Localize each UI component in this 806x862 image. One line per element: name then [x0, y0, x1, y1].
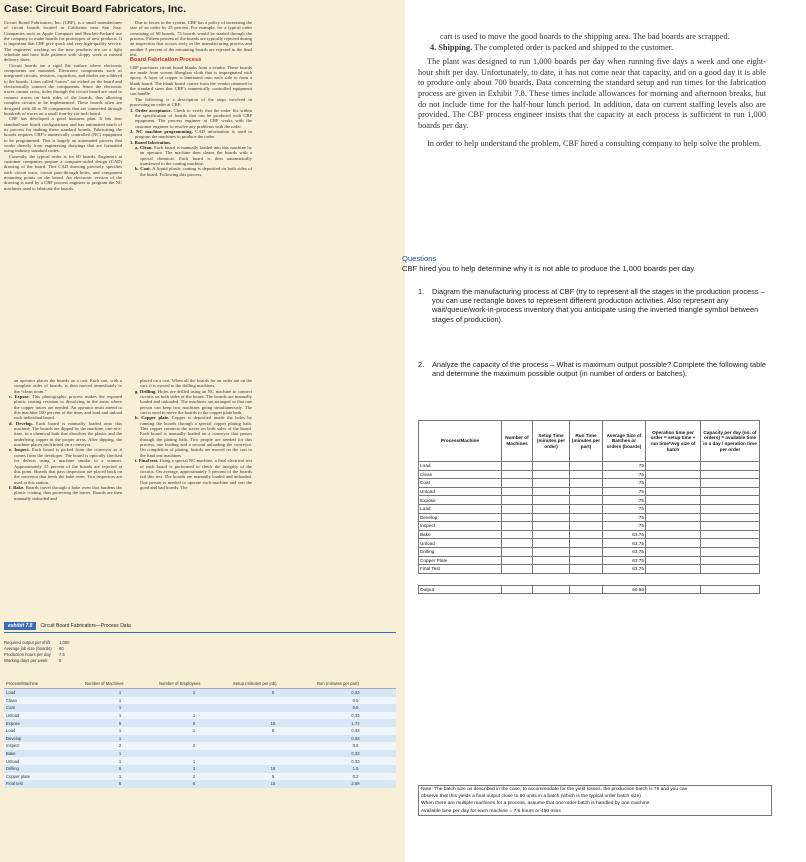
capacity-batch-size: 75	[603, 496, 646, 505]
capacity-table-row	[419, 565, 760, 574]
capacity-empty-cell	[533, 585, 570, 594]
capacity-empty-cell	[502, 504, 533, 513]
exhibit-cell	[157, 704, 231, 712]
capacity-process-name: Coat	[419, 479, 502, 488]
capacity-empty-cell	[570, 462, 603, 471]
note-line: When there are multiple machines for a process, assume that one order batch is handled by one machine.	[421, 801, 651, 807]
capacity-batch-size: 75	[603, 522, 646, 531]
question-2	[418, 360, 766, 378]
capacity-output-row	[419, 585, 760, 594]
capacity-process-name: Develop	[419, 513, 502, 522]
capacity-table-row	[419, 539, 760, 548]
capacity-empty-cell	[502, 513, 533, 522]
capacity-empty-cell	[646, 487, 701, 496]
capacity-empty-cell	[502, 556, 533, 565]
capacity-empty-cell	[701, 547, 760, 556]
capacity-col-header: Setup Time (minutes per order)	[533, 421, 570, 462]
step-g: g. Drilling. Holes are drilled using an NC machine to connect circuits on both sides of the board. The boards are manually loaded and unloaded. The machines are arranged so that one person can keep two machines going simultaneously. The cart is used to move the boards to the copper plate bath.	[135, 388, 252, 416]
step-3b: b. Coat. A liquid plastic coating is deposited on both sides of the board. Following this process,	[135, 166, 252, 177]
case-paragraph: The plant was designed to run 1,000 boards per day when running five days a week and one eight-hour shift per day. Unfortunately, to date, it has not come near that capacity, and on a good day it is able to produce only about 700 boards. Data concerning the standard setup and run times for the fabrication process are given in Exhibit 7.8. These times include allowances for morning and afternoon breaks, but do not include time for the half-hour lunch period. In addition, data on current staffing levels also are provided. The CBF process engineer insists that the capacity at each process is sufficient to run 1,000 boards per day.	[418, 57, 766, 130]
exhibit-table-row	[4, 689, 396, 697]
exhibit-process-name: Inspect	[4, 742, 83, 750]
capacity-empty-cell	[701, 504, 760, 513]
capacity-spacer-row	[419, 573, 760, 585]
exhibit-cell: 1	[83, 689, 157, 697]
capacity-empty-cell	[533, 547, 570, 556]
capacity-note	[418, 785, 772, 816]
case-paragraph: Circuit Board Fabricators, Inc. (CBF), is a small manufacturer of circuit boards located in California near San Jose. Companies such as Apple Computer and Hewlett-Packard use the company to make boards for prototypes of new products. It is important that CBF give quick and very high-quality service. The engineers working on the new products are on a tight schedule and have little patience with sloppy work or missed delivery dates.	[4, 20, 122, 63]
exhibit-process-name: Develop	[4, 735, 83, 743]
case-column-2-top	[130, 20, 252, 177]
case-right-column	[418, 32, 766, 150]
capacity-table-row	[419, 547, 760, 556]
exhibit-cell: 1	[157, 712, 231, 720]
exhibit-process-name: Load	[4, 689, 83, 697]
exhibit-cell: 6	[83, 780, 157, 788]
capacity-table-row	[419, 513, 760, 522]
step-d: d. Develop. Each board is manually loaded onto this machine. The boards are dipped by the machine, one-at-a-time, in a chemical bath that dissolves the plastic and the underlying copper in the proper areas. After dipping, the machine places each board on a conveyor.	[9, 420, 122, 448]
case-closing: In order to help understand the problem, CBF hired a consulting company to help solve the problem.	[427, 139, 762, 149]
capacity-empty-cell	[570, 585, 603, 594]
capacity-empty-cell	[701, 539, 760, 548]
capacity-table-row	[419, 470, 760, 479]
capacity-process-name: Drilling	[419, 547, 502, 556]
exhibit-cell: 1	[157, 727, 231, 735]
capacity-empty-cell	[533, 539, 570, 548]
param-row: Required output per shift 1,000	[4, 640, 70, 645]
exhibit-cell: 5	[231, 773, 315, 781]
capacity-empty-cell	[701, 487, 760, 496]
capacity-empty-cell	[646, 504, 701, 513]
exhibit-cell: 5	[83, 719, 157, 727]
case-column-1-bottom	[4, 378, 122, 501]
capacity-empty-cell	[701, 470, 760, 479]
capacity-empty-cell	[533, 496, 570, 505]
capacity-process-name: Expose	[419, 496, 502, 505]
exhibit-cell: 15	[231, 765, 315, 773]
capacity-empty-cell	[570, 487, 603, 496]
capacity-empty-cell	[701, 496, 760, 505]
exhibit-cell: 1	[83, 704, 157, 712]
exhibit-table-row	[4, 735, 396, 743]
exhibit-cell: 0.33	[315, 727, 396, 735]
capacity-empty-cell	[533, 556, 570, 565]
param-row: Working days per week 5	[4, 658, 62, 663]
capacity-table-row	[419, 496, 760, 505]
exhibit-cell: 5	[157, 719, 231, 727]
capacity-empty-cell	[646, 462, 701, 471]
exhibit-process-name: Load	[4, 727, 83, 735]
questions-intro: CBF hired you to help determine why it is not able to produce the 1,000 boards per day.	[402, 264, 696, 273]
capacity-empty-cell	[646, 565, 701, 574]
question-number: 1.	[418, 287, 425, 296]
exhibit-process-name: Expose	[4, 719, 83, 727]
capacity-batch-size: 63.75	[603, 530, 646, 539]
capacity-empty-cell	[533, 470, 570, 479]
capacity-empty-cell	[646, 547, 701, 556]
exhibit-cell: 5	[231, 689, 315, 697]
exhibit-process-name: Copper plate	[4, 773, 83, 781]
exhibit-cell: 1	[83, 757, 157, 765]
capacity-empty-cell	[701, 585, 760, 594]
capacity-batch-size: 75	[603, 504, 646, 513]
exhibit-cell: 0.33	[315, 689, 396, 697]
exhibit-table-row	[4, 704, 396, 712]
capacity-empty-cell	[533, 462, 570, 471]
exhibit-cell: 2	[157, 773, 231, 781]
case-paragraph: Circuit boards are a rigid flat surface where electronic components are mounted. Electronic components such as integrated circuits, resistors, capacitors, and diodes are soldered to the boards. Lines called “traces” are etched on the board and electronically connect the components. Since the electronic traces cannot cross, holes through the circuit board are used to connect traces on both sides of the boards, thus allowing complex circuits to be implemented. These boards often are designed with 40 to 50 components that are connected through hundreds of traces on a small four-by six-inch board.	[4, 62, 122, 116]
capacity-table-row	[419, 522, 760, 531]
capacity-empty-cell	[570, 556, 603, 565]
output-value: 60.56	[603, 585, 646, 594]
case-column-1-top	[4, 20, 122, 191]
capacity-batch-size: 63.75	[603, 547, 646, 556]
capacity-empty-cell	[533, 565, 570, 574]
step-f: f. Bake. Boards travel through a bake oven that hardens the plastic coating, thus protecting the traces. Boards are then manually unloaded and	[9, 484, 122, 501]
question-number: 2.	[418, 360, 425, 369]
exhibit-cell: 1.72	[315, 719, 396, 727]
capacity-col-header: Run Time (minutes per part)	[570, 421, 603, 462]
capacity-empty-cell	[570, 530, 603, 539]
exhibit-cell	[157, 735, 231, 743]
capacity-empty-cell	[533, 487, 570, 496]
capacity-spacer-cell	[603, 573, 646, 585]
note-line: Available time per day for each machine = 7.5 hours or 450 mins	[421, 808, 561, 814]
exhibit-cell: 1	[157, 757, 231, 765]
capacity-process-name: Unload	[419, 487, 502, 496]
step-3: 3. Board fabrication.	[130, 139, 171, 145]
exhibit-cell: 0.5	[315, 697, 396, 705]
case-paragraph: CBF purchases circuit board blanks from a vendor. These boards are made from woven fiberglass cloth that is impregnated with epoxy. A layer of copper is laminated onto each side to form a blank board. The blank board comes from the vendor trimmed to the standard sizes that CBF’s numerically controlled equipment can handle.	[130, 64, 252, 97]
exhibit-cell	[231, 742, 315, 750]
exhibit-cell	[231, 757, 315, 765]
exhibit-table-row	[4, 750, 396, 758]
capacity-empty-cell	[502, 496, 533, 505]
questions-heading: Questions	[402, 254, 437, 263]
exhibit-cell: 0.33	[315, 735, 396, 743]
capacity-empty-cell	[502, 547, 533, 556]
exhibit-cell: 0.5	[315, 704, 396, 712]
case-column-2-bottom	[130, 378, 252, 490]
capacity-empty-cell	[570, 522, 603, 531]
capacity-process-name: Inspect	[419, 522, 502, 531]
step-1: 1. Order acceptance. Check to verify that the order fits within the specification of boards that can be produced with CBF equipment. The process engineer at CBF works with the customer engineer to resolve any problems with the order.	[130, 107, 252, 129]
exhibit-cell: 3	[157, 765, 231, 773]
case-paragraph: placed on a cart. When all the boards for an order are on the cart, it is moved to the drilling machines.	[140, 378, 252, 389]
capacity-batch-size: 75	[603, 470, 646, 479]
capacity-process-name: Bake	[419, 530, 502, 539]
capacity-table-row	[419, 556, 760, 565]
exhibit-cell: 0.33	[315, 712, 396, 720]
exhibit-cell: 6	[157, 780, 231, 788]
capacity-col-header: Number of Machines	[502, 421, 533, 462]
capacity-batch-size: 75	[603, 479, 646, 488]
capacity-spacer-cell	[646, 573, 701, 585]
capacity-spacer-cell	[533, 573, 570, 585]
output-label: Output	[419, 585, 502, 594]
exhibit-cell: 15	[231, 780, 315, 788]
exhibit-col-header: Number of Employees	[157, 678, 231, 689]
exhibit-process-name: Coat	[4, 704, 83, 712]
exhibit-col-header: Setup (minutes per job)	[231, 678, 315, 689]
exhibit-cell	[157, 750, 231, 758]
capacity-empty-cell	[646, 522, 701, 531]
note-line: Note: The batch size as described in the case, to accommodate for the yield losses, the production batch is 75 and you can	[421, 787, 688, 792]
case-paragraph: cart is used to move the good boards to the shipping area. The bad boards are scrapped.	[440, 32, 730, 41]
capacity-batch-size: 75	[603, 487, 646, 496]
capacity-empty-cell	[570, 547, 603, 556]
exhibit-cell: 0.33	[315, 750, 396, 758]
exhibit-cell: 1	[83, 727, 157, 735]
capacity-spacer-cell	[570, 573, 603, 585]
exhibit-table-row	[4, 697, 396, 705]
capacity-empty-cell	[502, 462, 533, 471]
capacity-empty-cell	[646, 585, 701, 594]
exhibit-cell	[231, 697, 315, 705]
capacity-empty-cell	[646, 530, 701, 539]
capacity-col-header: Capacity per day (no. of orders) = available time in a day / operation time per order	[701, 421, 760, 462]
exhibit-col-header: Process/Machine	[4, 678, 83, 689]
exhibit-table-row	[4, 765, 396, 773]
capacity-empty-cell	[570, 513, 603, 522]
capacity-empty-cell	[570, 504, 603, 513]
exhibit-cell: 6	[83, 765, 157, 773]
question-text: Analyze the capacity of the process – What is maximum output possible? Complete the following table and determine the maximum possible output (in number of orders or batches).	[432, 360, 766, 379]
capacity-empty-cell	[646, 539, 701, 548]
exhibit-table-row	[4, 727, 396, 735]
exhibit-cell: 1	[157, 689, 231, 697]
capacity-empty-cell	[570, 539, 603, 548]
exhibit-cell: 2.69	[315, 780, 396, 788]
capacity-empty-cell	[570, 565, 603, 574]
capacity-header-row	[419, 421, 760, 462]
capacity-empty-cell	[533, 479, 570, 488]
capacity-empty-cell	[701, 565, 760, 574]
exhibit-cell: 2	[83, 742, 157, 750]
capacity-batch-size: 63.75	[603, 556, 646, 565]
capacity-table-row	[419, 479, 760, 488]
exhibit-cell: 1	[83, 773, 157, 781]
case-paragraph: Due to losses in the system, CBF has a policy of increasing the size of an order by 25 percent. For example, for a typical order consisting of 60 boards, 75 boards would be started through the process. Fifteen percent of the boards are typically rejected during an inspection that occurs early in the manufacturing process and another 5 percent of the remaining boards are rejected in the final test.	[130, 20, 252, 58]
note-line: observe that this yields a final output close to 60 units in a batch (which is the typical order batch size)	[421, 794, 641, 800]
exhibit-process-name: Clean	[4, 697, 83, 705]
capacity-process-name: Final Test	[419, 565, 502, 574]
capacity-empty-cell	[502, 585, 533, 594]
capacity-empty-cell	[646, 496, 701, 505]
exhibit-cell	[231, 750, 315, 758]
capacity-batch-size: 75	[603, 462, 646, 471]
capacity-spacer-cell	[502, 573, 533, 585]
exhibit-cell: 1.5	[315, 765, 396, 773]
capacity-batch-size: 63.75	[603, 539, 646, 548]
capacity-col-header: Average Size of Batches or orders (boards)	[603, 421, 646, 462]
exhibit-cell: 1	[83, 712, 157, 720]
capacity-batch-size: 75	[603, 513, 646, 522]
capacity-spacer-cell	[701, 573, 760, 585]
capacity-empty-cell	[502, 539, 533, 548]
exhibit-process-table	[4, 678, 396, 788]
exhibit-divider	[4, 632, 396, 633]
exhibit-table-row	[4, 773, 396, 781]
exhibit-cell: 0.33	[315, 757, 396, 765]
exhibit-table-row	[4, 780, 396, 788]
step-c: c. Expose. This photographic process makes the exposed plastic coating resistant to dissolving in the areas where the copper traces are needed. An operator must attend to this machine 100 percent of the time, and load and unload each individual board.	[9, 394, 123, 421]
exhibit-cell: 5	[231, 727, 315, 735]
capacity-spacer-cell	[419, 573, 502, 585]
exhibit-cell	[231, 704, 315, 712]
capacity-table-row	[419, 487, 760, 496]
exhibit-table-row	[4, 719, 396, 727]
capacity-empty-cell	[701, 513, 760, 522]
capacity-empty-cell	[502, 565, 533, 574]
case-paragraph: an operator places the boards on a cart. Each cart, with a complete order of boards, is then moved immediately to the “clean room.”	[14, 378, 122, 394]
exhibit-table-row	[4, 757, 396, 765]
capacity-empty-cell	[701, 556, 760, 565]
capacity-empty-cell	[646, 479, 701, 488]
capacity-col-header: Operation time per order = setup time + run time*Avg size of batch	[646, 421, 701, 462]
capacity-table-row	[419, 530, 760, 539]
question-1	[418, 287, 766, 324]
step-i: i. Final test. Using a special NC machine, a final electrical test of each board is performed to check the integrity of the circuits. On average, approximately 5 percent of the boards fail this test. The boards are manually loaded and unloaded. One person is needed to operate each machine and sort the good and bad boards. The	[135, 458, 252, 490]
exhibit-tag: exhibit 7.8	[4, 622, 36, 630]
case-title: Case: Circuit Board Fabricators, Inc.	[4, 3, 187, 15]
exhibit-cell: 0.2	[315, 773, 396, 781]
capacity-col-header: Process/Machine	[419, 421, 502, 462]
capacity-empty-cell	[570, 496, 603, 505]
step-3a: a. Clean. Each board is manually loaded into this machine by an operator. The machine then cleans the boards with a special chemical. Each board is then automatically transferred to the coating machine.	[135, 144, 252, 166]
capacity-process-name: Copper Plate	[419, 556, 502, 565]
exhibit-parameters	[4, 640, 69, 664]
exhibit-title: exhibit 7.8 Circuit Board Fabricators—Process Data	[4, 623, 131, 629]
capacity-empty-cell	[533, 530, 570, 539]
step-2: 2. NC machine programming. CAD information is used to program the machines to produce the order.	[130, 128, 253, 140]
exhibit-col-header: Number of Machines	[83, 678, 157, 689]
capacity-empty-cell	[570, 479, 603, 488]
exhibit-table-row	[4, 712, 396, 720]
capacity-batch-size: 63.75	[603, 565, 646, 574]
exhibit-cell	[231, 735, 315, 743]
process-heading: Board Fabrication Process	[130, 57, 202, 64]
exhibit-process-name: Unload	[4, 757, 83, 765]
exhibit-header-row	[4, 678, 396, 689]
case-paragraph: Currently, the typical order is for 60 boards. Engineers at customer companies prepare a computer-aided design (CAD) drawing of the board. This CAD drawing precisely specifies each circuit trace, circuit pass-through holes, and component mounting points on the board. An electronic version of the drawing is used by a CBF process engineer to program the NC machines used to fabricate the boards.	[4, 153, 122, 191]
capacity-empty-cell	[533, 504, 570, 513]
capacity-empty-cell	[646, 513, 701, 522]
case-paragraph: The following is a description of the steps involved in processing an order at CBF:	[130, 96, 252, 108]
exhibit-cell	[157, 697, 231, 705]
capacity-empty-cell	[502, 530, 533, 539]
step-h: h. Copper plate. Copper is deposited inside the holes by running the boards through a special copper plating bath. This copper connects the traces on both sides of the board. Each board is manually loaded on a conveyor that passes through the plating bath. Two people are needed for this process, one loading and a second unloading the conveyor. On completion of plating, boards are moved on the cart to the final test machines.	[135, 415, 252, 458]
capacity-process-name: Load	[419, 462, 502, 471]
step-4: 4. Shipping. The completed order is packed and shipped to the customer.	[430, 42, 674, 52]
capacity-process-name: Load	[419, 504, 502, 513]
exhibit-cell: 0.5	[315, 742, 396, 750]
capacity-empty-cell	[646, 556, 701, 565]
exhibit-table-row	[4, 742, 396, 750]
exhibit-process-name: Drilling	[4, 765, 83, 773]
exhibit-cell: 1	[83, 697, 157, 705]
exhibit-process-name: Bake	[4, 750, 83, 758]
param-row: Average job size (boards) 60	[4, 646, 64, 651]
capacity-table-row	[419, 504, 760, 513]
question-text: Diagram the manufacturing process at CBF (try to represent all the stages in the production process – you can use rectangle boxes to represent different production activities. Also represent any wait/queue/work-in-process inventory that you anticipate using the inverted triangle symbol between stages of production).	[432, 287, 765, 324]
capacity-empty-cell	[701, 530, 760, 539]
exhibit-cell	[231, 712, 315, 720]
step-e: e. Inspect. Each board is picked from the conveyor as it comes from the developer. The board is optically checked for defects using a machine similar to a scanner. Approximately 15 percent of the boards are rejected at this point. Boards that pass inspection are placed back on the conveyor that feeds the bake oven. Two inspectors are used at this station.	[9, 447, 122, 485]
exhibit-cell: 15	[231, 719, 315, 727]
capacity-table-row	[419, 462, 760, 471]
case-paragraph: CBF has developed a good business plan. It has four standard-size board configurations and has automated much of its process for making these standard boards. Fabricating the boards requires CBF’s numerically controlled (NC) equipment to be programmed. This is largely an automated process that works directly from engineering drawings that are formatted using industry standard codes.	[4, 116, 122, 154]
exhibit-process-name: Final test	[4, 780, 83, 788]
capacity-empty-cell	[502, 479, 533, 488]
exhibit-col-header: Run (minutes per part)	[315, 678, 396, 689]
exhibit-process-name: Unload	[4, 712, 83, 720]
capacity-empty-cell	[502, 522, 533, 531]
capacity-empty-cell	[502, 470, 533, 479]
capacity-empty-cell	[533, 513, 570, 522]
capacity-empty-cell	[701, 462, 760, 471]
exhibit-cell: 2	[157, 742, 231, 750]
param-row: Production hours per day 7.5	[4, 652, 65, 657]
exhibit-cell: 1	[83, 735, 157, 743]
exhibit-cell: 1	[83, 750, 157, 758]
capacity-empty-cell	[701, 479, 760, 488]
capacity-process-name: Clean	[419, 470, 502, 479]
capacity-empty-cell	[701, 522, 760, 531]
capacity-process-name: Unload	[419, 539, 502, 548]
capacity-empty-cell	[502, 487, 533, 496]
capacity-empty-cell	[570, 470, 603, 479]
capacity-empty-cell	[533, 522, 570, 531]
capacity-empty-cell	[646, 470, 701, 479]
capacity-table	[418, 420, 760, 594]
